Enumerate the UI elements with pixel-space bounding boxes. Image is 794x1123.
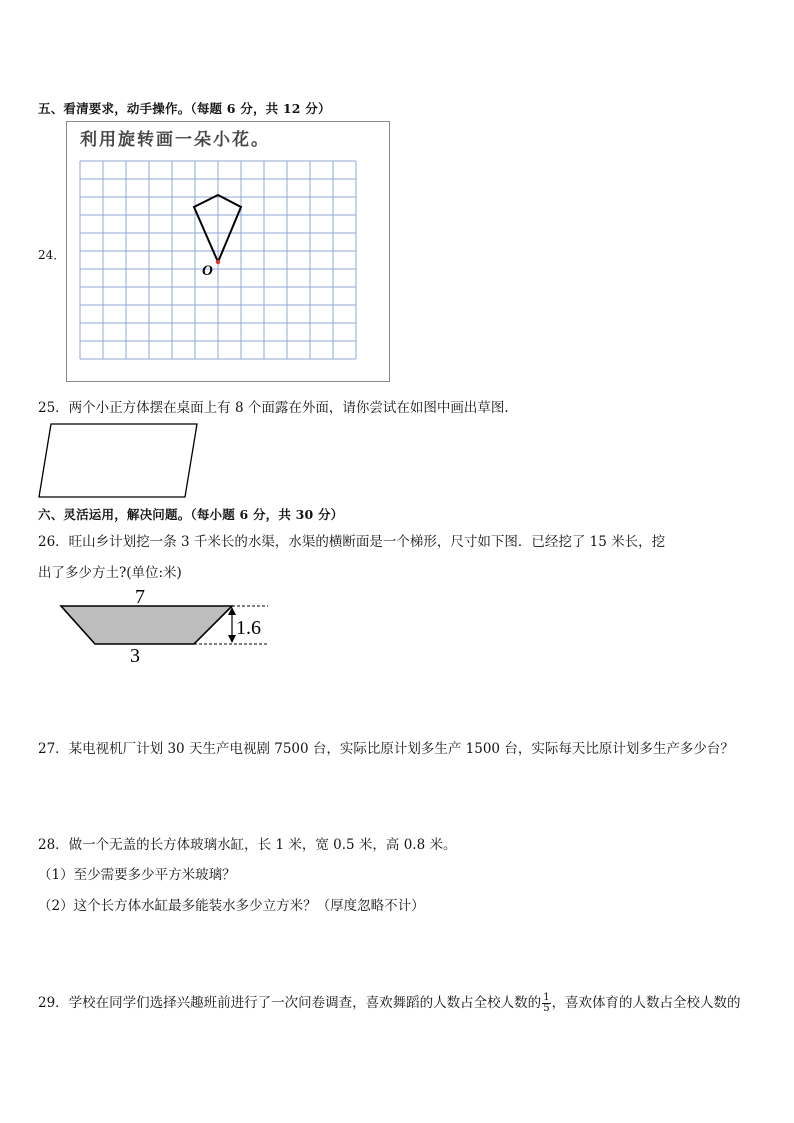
- top-base-label: 7: [135, 586, 145, 608]
- question-26-line-1: 26．旺山乡计划挖一条 3 千米长的水渠，水渠的横断面是一个梯形，尺寸如下图．已经挖了 15 米长，挖: [38, 534, 666, 550]
- height-label: 1.6: [236, 617, 261, 639]
- figure-title: 利用旋转画一朵小花。: [80, 130, 270, 149]
- parallelogram-figure: [38, 423, 202, 499]
- question-29-text-after: ，喜欢体育的人数占全校人数的: [551, 995, 741, 1011]
- section-6-heading: 六、灵活运用，解决问题。（每小题 6 分，共 30 分）: [38, 507, 344, 522]
- height-arrow-down: [228, 635, 236, 643]
- question-29: [38, 991, 741, 1014]
- point-o-label: O: [202, 263, 213, 279]
- parallelogram: [39, 424, 197, 497]
- trapezoid-figure: [56, 584, 276, 666]
- trapezoid-svg: [56, 584, 276, 666]
- question-24-number: 24．: [38, 248, 66, 262]
- rotation-center-point: [216, 260, 220, 264]
- section-5-heading: 五、看清要求，动手操作。（每题 6 分，共 12 分）: [38, 101, 331, 116]
- question-25: 25．两个小正方体摆在桌面上有 8 个面露在外面，请你尝试在如图中画出草图.: [38, 400, 509, 416]
- question-26-line-2: 出了多少方土?(单位:米): [38, 565, 182, 581]
- trapezoid-cross-section: [61, 606, 232, 644]
- fraction-one-fifth: [542, 993, 550, 1014]
- question-28-part-1: （1）至少需要多少平方米玻璃？: [38, 867, 236, 883]
- question-27: 27．某电视机厂计划 30 天生产电视剧 7500 台，实际比原计划多生产 1500 台，实际每天比原计划多生产多少台？: [38, 741, 734, 757]
- question-28-part-2: （2）这个长方体水缸最多能装水多少立方米？（厚度忽略不计）: [38, 898, 425, 914]
- parallelogram-svg: [38, 423, 202, 499]
- fraction-numerator: 1: [543, 992, 550, 1003]
- question-28: 28．做一个无盖的长方体玻璃水缸，长 1 米，宽 0.5 米，高 0.8 米。: [38, 837, 457, 853]
- rotation-grid-svg: [66, 121, 390, 382]
- bottom-base-label: 3: [130, 645, 140, 666]
- question-29-text-before: 29．学校在同学们选择兴趣班前进行了一次问卷调查，喜欢舞蹈的人数占全校人数的: [38, 995, 542, 1011]
- fraction-denominator: 5: [543, 1003, 550, 1014]
- rotation-grid-figure: [66, 121, 390, 382]
